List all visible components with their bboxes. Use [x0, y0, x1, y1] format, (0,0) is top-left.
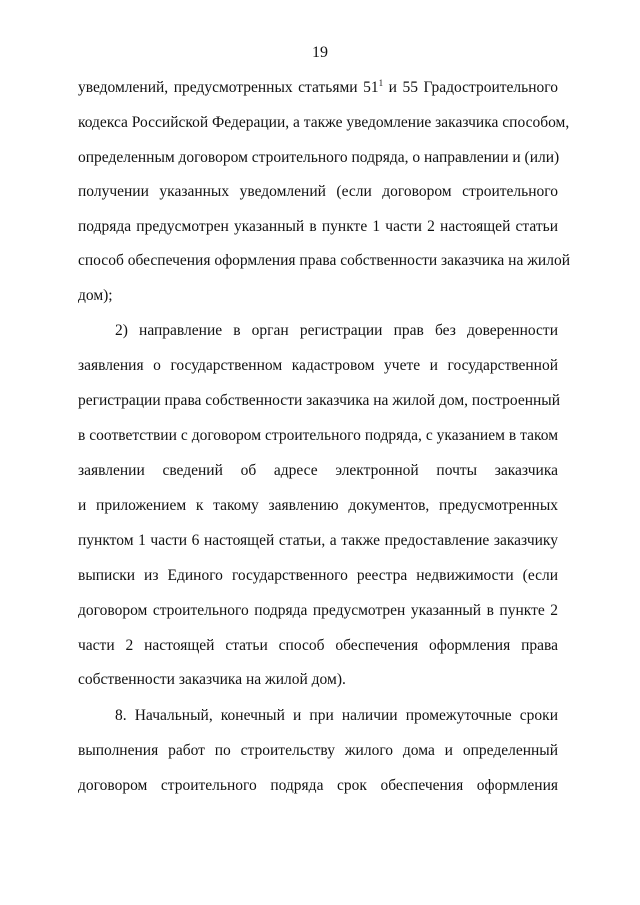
text-line: регистрации права собственности заказчика на жилой дом, построенный: [78, 392, 561, 409]
text-line: и приложением к такому заявлению документов, предусмотренных: [78, 497, 558, 514]
text-line: заявлении сведений об адресе электронной почты заказчика: [78, 462, 558, 479]
superscript: 1: [378, 78, 384, 88]
text-line: пунктом 1 части 6 настоящей статьи, а также предоставление заказчику: [78, 532, 558, 549]
paragraph-first-line: 8. Начальный, конечный и при наличии промежуточные сроки: [115, 707, 558, 724]
text-line: подряда предусмотрен указанный в пункте 1 части 2 настоящей статьи: [78, 218, 558, 235]
text-line: дом);: [78, 287, 113, 304]
list-item-first-line: 2) направление в орган регистрации прав без доверенности: [115, 322, 558, 339]
text-line: определенным договором строительного подряда, о направлении и (или): [78, 149, 560, 166]
text-line: собственности заказчика на жилой дом).: [78, 671, 346, 688]
text-line: в соответствии с договором строительного подряда, с указанием в таком: [78, 427, 558, 444]
text-line: уведомлений, предусмотренных статьями $51^1$ и 55 Градостроительного: [78, 78, 558, 96]
text-line: договором строительного подряда срок обеспечения оформления: [78, 777, 558, 794]
text-line: договором строительного подряда предусмотрен указанный в пункте 2: [78, 602, 558, 619]
page-number: 19: [312, 44, 328, 61]
text-line: выписки из Единого государственного реестра недвижимости (если: [78, 567, 558, 584]
text-line: получении указанных уведомлений (если договором строительного: [78, 183, 558, 200]
text-line: способ обеспечения оформления права собственности заказчика на жилой: [78, 252, 570, 269]
text-line: заявления о государственном кадастровом учете и государственной: [78, 357, 558, 374]
text-line: кодекса Российской Федерации, а также уведомление заказчика способом,: [78, 114, 570, 131]
text-line: части 2 настоящей статьи способ обеспечения оформления права: [78, 637, 558, 654]
text-line: выполнения работ по строительству жилого дома и определенный: [78, 742, 558, 759]
